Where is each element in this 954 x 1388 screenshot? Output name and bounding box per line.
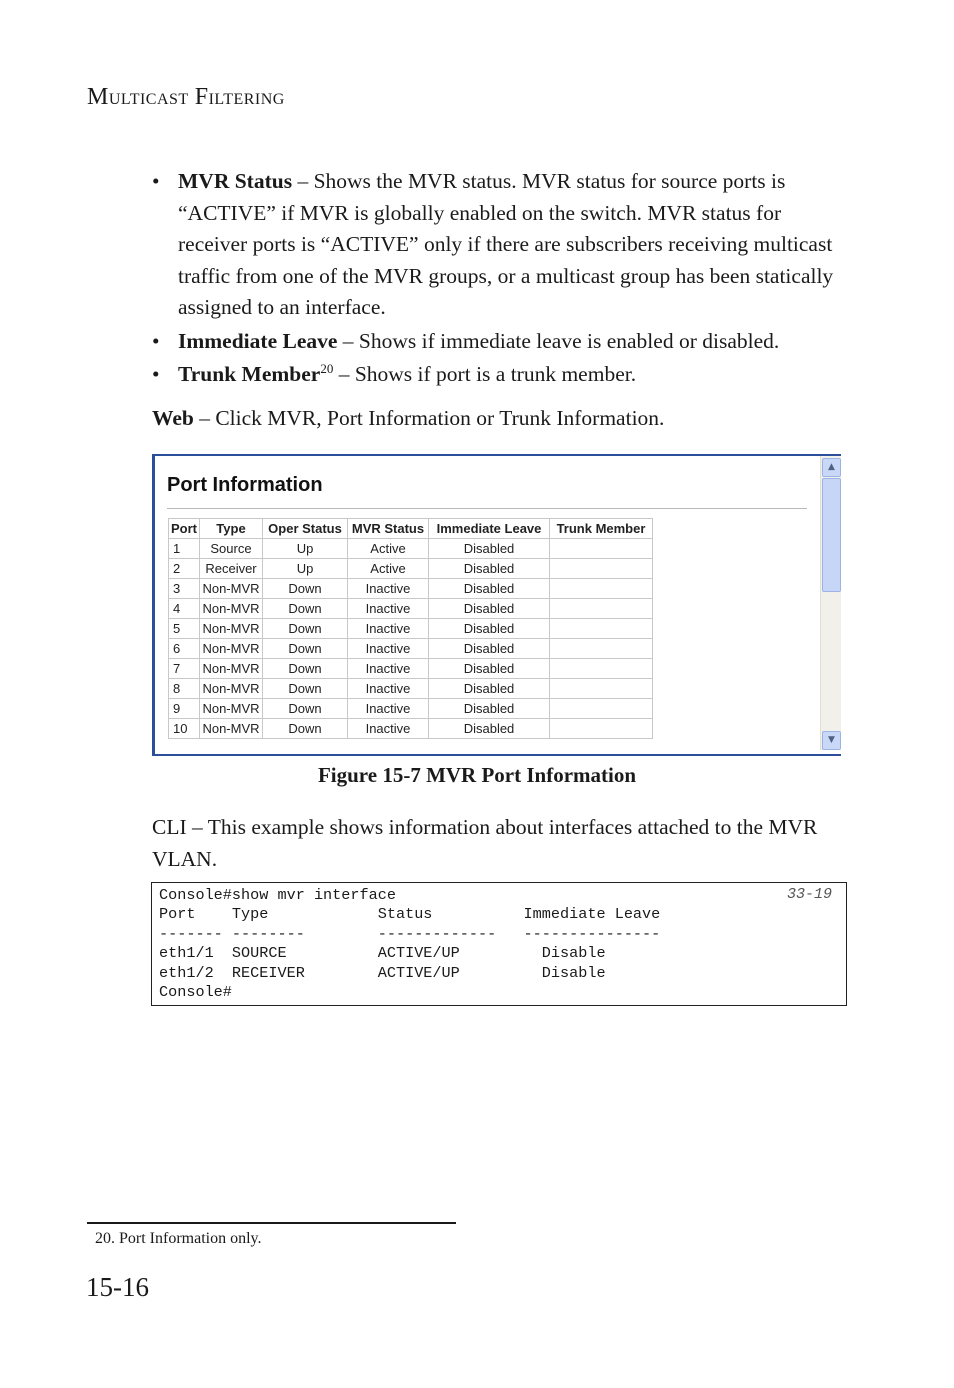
table-cell: 8 xyxy=(169,679,200,699)
table-cell: Active xyxy=(348,559,429,579)
table-cell: Down xyxy=(263,579,348,599)
table-cell xyxy=(550,559,653,579)
console-listing xyxy=(151,882,847,1006)
table-cell: Disabled xyxy=(429,619,550,639)
port-information-screenshot xyxy=(152,454,841,756)
console-line: eth1/1 SOURCE ACTIVE/UP Disable xyxy=(159,944,606,963)
table-cell: Down xyxy=(263,619,348,639)
table-cell: 1 xyxy=(169,539,200,559)
table-cell: Disabled xyxy=(429,659,550,679)
page-number: 15-16 xyxy=(86,1272,149,1302)
web-term: Web xyxy=(152,406,194,430)
console-text xyxy=(159,886,660,1002)
table-cell: Inactive xyxy=(348,599,429,619)
vertical-scrollbar[interactable] xyxy=(820,456,841,750)
table-cell: 4 xyxy=(169,599,200,619)
console-line: Console#show mvr interface xyxy=(159,886,396,904)
table-cell: Down xyxy=(263,639,348,659)
table-cell: Non-MVR xyxy=(200,579,263,599)
table-row xyxy=(169,559,653,579)
table-row xyxy=(169,719,653,739)
table-cell xyxy=(550,579,653,599)
table-cell: 3 xyxy=(169,579,200,599)
bullet-term: MVR Status xyxy=(178,169,293,193)
bullet-list xyxy=(152,166,852,393)
table-cell: 10 xyxy=(169,719,200,739)
table-cell: Disabled xyxy=(429,539,550,559)
table-row xyxy=(169,699,653,719)
running-head-initial-2: F xyxy=(194,84,209,110)
table-cell xyxy=(550,619,653,639)
table-cell: Inactive xyxy=(348,639,429,659)
scrollbar-thumb[interactable] xyxy=(822,478,841,592)
table-cell: Down xyxy=(263,719,348,739)
column-header: Immediate Leave xyxy=(429,519,550,539)
table-row xyxy=(169,539,653,559)
footnote-marker: 20 xyxy=(320,360,334,376)
bullet-dot-icon: • xyxy=(152,169,160,193)
table-cell: Down xyxy=(263,679,348,699)
table-cell: Active xyxy=(348,539,429,559)
table-cell xyxy=(550,599,653,619)
title-divider xyxy=(167,508,807,509)
table-cell: Non-MVR xyxy=(200,659,263,679)
table-cell: Disabled xyxy=(429,579,550,599)
table-cell: Non-MVR xyxy=(200,599,263,619)
table-cell: Inactive xyxy=(348,699,429,719)
bullet-term: Immediate Leave xyxy=(178,328,338,353)
table-cell: Down xyxy=(263,599,348,619)
table-cell: Disabled xyxy=(429,639,550,659)
table-cell: 7 xyxy=(169,659,200,679)
bullet-dot-icon: • xyxy=(152,362,160,386)
table-cell xyxy=(550,659,653,679)
console-line: Port Type Status Immediate Leave xyxy=(159,905,661,924)
table-cell: Down xyxy=(263,659,348,679)
table-cell: Non-MVR xyxy=(200,719,263,739)
running-head-word-1: ULTICAST xyxy=(108,91,189,108)
table-cell xyxy=(550,679,653,699)
port-information-table xyxy=(168,518,653,739)
footnote-divider xyxy=(87,1222,456,1224)
table-cell: Disabled xyxy=(429,699,550,719)
table-cell: Up xyxy=(263,559,348,579)
table-cell: Inactive xyxy=(348,719,429,739)
table-cell: Inactive xyxy=(348,619,429,639)
screenshot-content xyxy=(155,456,819,748)
scroll-down-icon[interactable]: ▼ xyxy=(822,731,841,750)
column-header: MVR Status xyxy=(348,519,429,539)
table-cell: Inactive xyxy=(348,659,429,679)
bullet-immediate-leave xyxy=(152,326,852,358)
table-row xyxy=(169,599,653,619)
table-cell: Inactive xyxy=(348,579,429,599)
table-cell: 9 xyxy=(169,699,200,719)
column-header: Port xyxy=(169,519,200,539)
table-cell: Inactive xyxy=(348,679,429,699)
bullet-text: – Shows if port is a trunk member. xyxy=(333,362,637,386)
table-cell: 5 xyxy=(169,619,200,639)
table-row xyxy=(169,659,653,679)
figure-caption: Figure 15-7 MVR Port Information xyxy=(317,763,637,787)
running-head xyxy=(87,84,285,111)
bullet-term: Trunk Member xyxy=(178,362,321,386)
cli-intro: CLI – This example shows information about interfaces attached to the MVR VLAN. xyxy=(152,815,818,871)
table-cell: Non-MVR xyxy=(200,619,263,639)
table-cell: Disabled xyxy=(429,599,550,619)
table-cell xyxy=(550,719,653,739)
bullet-text: – Shows if immediate leave is enabled or disabled. xyxy=(337,328,780,353)
footnote: 20. Port Information only. xyxy=(95,1230,262,1247)
column-header: Type xyxy=(200,519,263,539)
table-cell: Disabled xyxy=(429,679,550,699)
table-cell: Non-MVR xyxy=(200,699,263,719)
bullet-dot-icon: • xyxy=(152,328,160,353)
table-row xyxy=(169,679,653,699)
table-cell: Up xyxy=(263,539,348,559)
column-header: Oper Status xyxy=(263,519,348,539)
web-text: – Click MVR, Port Information or Trunk Information. xyxy=(193,406,665,430)
table-cell xyxy=(550,539,653,559)
table-cell: Non-MVR xyxy=(200,639,263,659)
bullet-trunk-member xyxy=(152,359,852,391)
scroll-up-icon[interactable]: ▲ xyxy=(822,458,841,477)
table-cell xyxy=(550,699,653,719)
console-line: Console# xyxy=(159,983,232,1002)
web-instruction xyxy=(152,406,664,431)
table-cell: Down xyxy=(263,699,348,719)
console-line: ------- -------- ------------- --------------- xyxy=(159,924,661,943)
console-reference: 33-19 xyxy=(786,886,832,903)
bullet-mvr-status xyxy=(152,166,852,324)
column-header: Trunk Member xyxy=(550,519,653,539)
bullet-text: – Shows the MVR status. MVR status for source ports is “ACTIVE” if MVR is globally enabled on the switch. MVR status for receiver ports is “ACTIVE” only if there are subscribers receiving multicast traffic from one of the MVR groups, or a multicast group has been statically assigned to an interface. xyxy=(178,169,834,319)
table-cell xyxy=(550,639,653,659)
table-cell: 6 xyxy=(169,639,200,659)
table-cell: Receiver xyxy=(200,559,263,579)
table-cell: Non-MVR xyxy=(200,679,263,699)
screenshot-title: Port Information xyxy=(167,474,323,496)
table-row xyxy=(169,619,653,639)
table-row xyxy=(169,579,653,599)
table-cell: Source xyxy=(200,539,263,559)
table-header-row xyxy=(169,519,653,539)
table-cell: Disabled xyxy=(429,719,550,739)
table-cell: 2 xyxy=(169,559,200,579)
table-cell: Disabled xyxy=(429,559,550,579)
running-head-initial-1: M xyxy=(87,84,109,110)
table-row xyxy=(169,639,653,659)
running-head-word-2: ILTERING xyxy=(208,91,285,108)
console-line: eth1/2 RECEIVER ACTIVE/UP Disable xyxy=(159,963,606,982)
